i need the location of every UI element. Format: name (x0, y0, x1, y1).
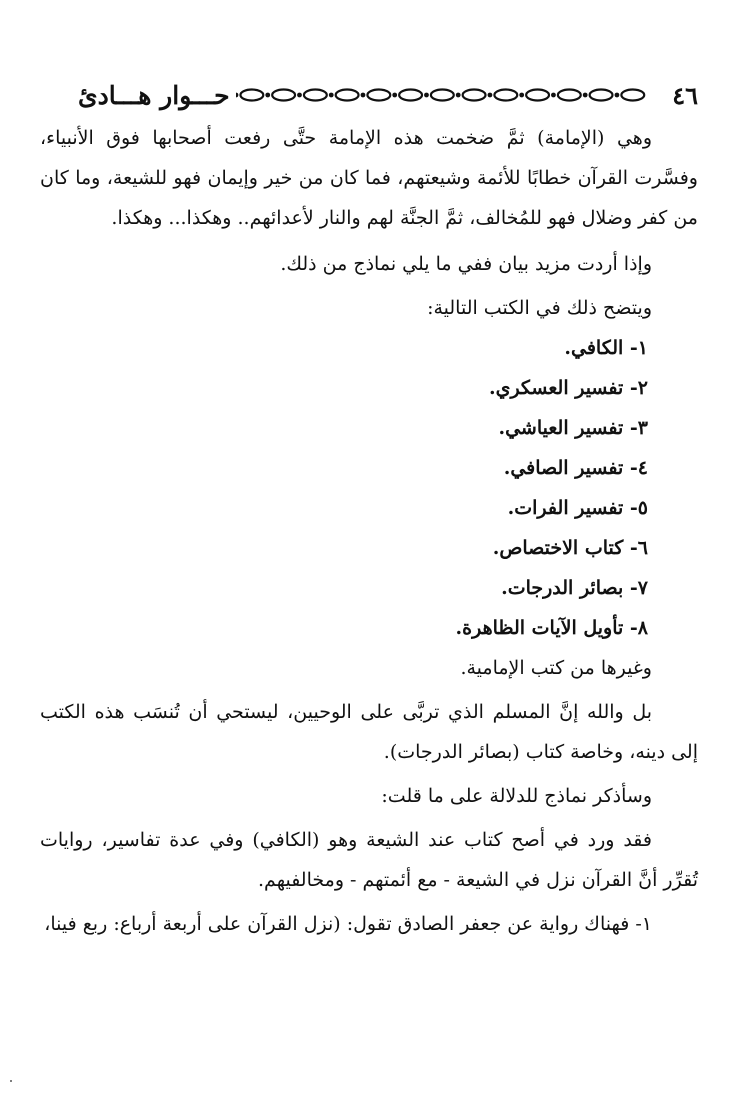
paragraph-4: وغيرها من كتب الإمامية. (460, 657, 652, 679)
ornament-knot (519, 93, 524, 98)
ornament-link (589, 90, 612, 101)
ornament-link (557, 90, 580, 101)
ornament-knot (582, 93, 587, 98)
ornament-link (367, 90, 390, 101)
scan-speck (10, 1080, 12, 1082)
list-item: ٣- تفسير العياشي. (498, 417, 648, 439)
paragraph-3: ويتضح ذلك في الكتب التالية: (427, 297, 652, 319)
page-number: ٤٦ (672, 80, 698, 110)
ornament-link (526, 90, 549, 101)
ornament-knot (551, 93, 556, 98)
paragraph-7: فقد ورد في أصح كتاب عند الشيعة وهو (الكافي) وفي عدة تفاسير، روايات تُقرِّر أنَّ القرآن نزل في الشيعة - مع أئمتهم - ومخالفيهم. (40, 829, 698, 891)
ornament-knot (265, 93, 270, 98)
paragraph-5: بل والله إنَّ المسلم الذي تربَّى على الوحيين، ليستحي أن تُنسَب هذه الكتب إلى دينه، وخاصة كتاب (بصائر الدرجات). (40, 701, 698, 763)
header-ornament-border (236, 85, 649, 105)
ornament-knot (236, 93, 238, 98)
ornament-link (272, 90, 295, 101)
ornament-link (399, 90, 422, 101)
ornament-link (303, 90, 326, 101)
book-list (40, 328, 698, 648)
ornament-knot (360, 93, 365, 98)
list-item: ٢- تفسير العسكري. (488, 377, 648, 399)
list-item: ٤- تفسير الصافي. (503, 457, 648, 479)
ornament-link (335, 90, 358, 101)
running-title: حـــوار هـــادئ (78, 80, 230, 110)
ornament-link (430, 90, 453, 101)
list-item: ٦- كتاب الاختصاص. (492, 537, 648, 559)
ornament-knot (297, 93, 302, 98)
list-item: ٧- بصائر الدرجات. (501, 577, 648, 599)
ornament-link (621, 90, 644, 101)
list-item: ٥- تفسير الفرات. (507, 497, 648, 519)
ornament-knot (487, 93, 492, 98)
ornament-link (240, 90, 263, 101)
page-body (40, 118, 698, 944)
running-header (78, 76, 698, 114)
ornament-link (494, 90, 517, 101)
list-item: ٨- تأويل الآيات الظاهرة. (455, 617, 648, 639)
paragraph-6: وسأذكر نماذج للدلالة على ما قلت: (381, 785, 652, 807)
list-item: ١- الكافي. (564, 337, 648, 359)
paragraph-8: ١- فهناك رواية عن جعفر الصادق تقول: (نزل القرآن على أربعة أرباع: ربع فينا، (44, 913, 652, 935)
ornament-link (462, 90, 485, 101)
paragraph-1: وهي (الإمامة) ثمَّ ضخمت هذه الإمامة حتَّى رفعت أصحابها فوق الأنبياء، وفسَّرت القرآن خطابًا للأئمة وشيعتهم، فما كان من خير وإيمان فهو للشيعة، وما كان من كفر وضلال فهو للمُخالف، ثمَّ الجنَّة لهم والنار لأعدائهم.. وهكذا... وهكذا. (40, 127, 698, 229)
ornament-knot (614, 93, 619, 98)
ornament-knot (424, 93, 429, 98)
ornament-knot (392, 93, 397, 98)
ornament-knot (455, 93, 460, 98)
ornament-knot (328, 93, 333, 98)
paragraph-2: وإذا أردت مزيد بيان ففي ما يلي نماذج من ذلك. (280, 253, 652, 275)
